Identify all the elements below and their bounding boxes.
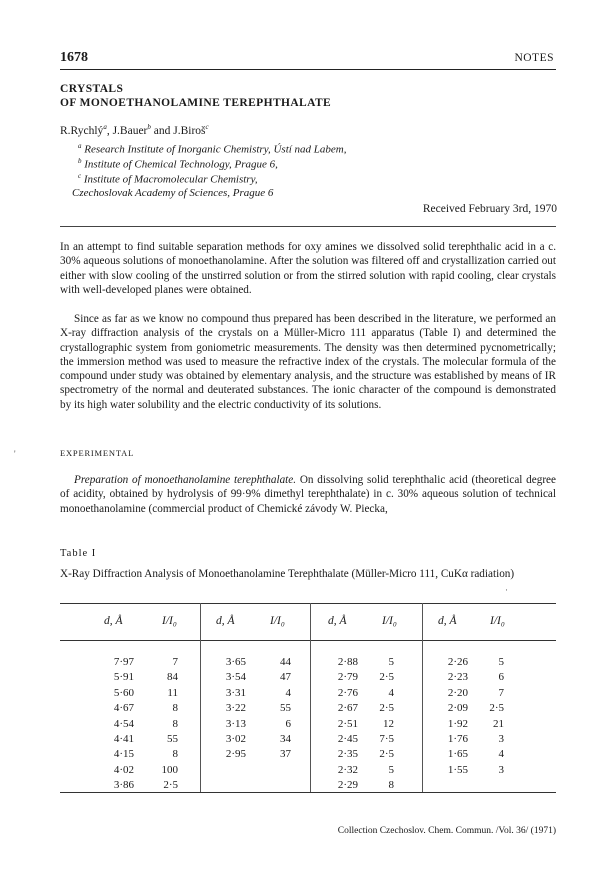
column-header-intensity: I/I₀ [382,615,397,627]
journal-footer: Collection Czechoslov. Chem. Commun. /Vol. 36/ (1971) [337,826,556,836]
affiliation-text: Czechoslovak Academy of Sciences, Prague 6 [72,187,274,199]
table-cell-d: 4·02 [113,763,134,776]
author-name: J.Biroš [173,124,206,137]
table-cell-d: 3·86 [113,779,134,792]
received-date: Received February 3rd, 1970 [422,203,557,215]
column-header-intensity: I/I₀ [270,615,285,627]
running-section-title: NOTES [514,52,554,64]
table-cell-d: 2·76 [337,686,358,699]
author-list [60,123,209,137]
column-header-d-spacing: d, Å [438,615,457,627]
table-cell-intensity: 2·5 [379,702,394,715]
table-cell-d: 2·51 [337,717,358,730]
affiliation-text: Research Institute of Inorganic Chemistry, Ústí nad Labem, [84,143,347,156]
table-cell-intensity: 21 [493,717,504,730]
table-cell-d: 5·91 [113,671,134,684]
table-cell-d: 2·29 [337,779,358,792]
table-cell-d: 7·97 [113,656,134,668]
table-cell-d: 3·54 [225,671,246,684]
table-cell-intensity: 11 [167,686,178,699]
table-cell-intensity: 55 [167,733,178,745]
table-cell-intensity: 5 [388,656,394,668]
column-header-d-spacing: d, Å [328,615,347,627]
table-top-rule [60,603,556,604]
author-affiliation-mark: a [103,123,107,131]
table-cell-d: 2·23 [447,671,468,684]
table-cell-d: 2·09 [447,702,468,715]
affiliation-mark: b [78,157,82,165]
affiliation [78,172,258,186]
affiliation-text: Institute of Macromolecular Chemistry, [83,173,258,186]
affiliation [78,157,278,171]
table-cell-intensity: 6 [285,717,291,730]
table-cell-intensity: 7 [498,686,504,699]
author-separator: , [106,124,113,137]
table-cell-intensity: 4 [498,748,504,761]
affiliation-mark: c [78,172,82,180]
table-header-rule [60,640,556,641]
table-cell-d: 2·26 [447,656,468,668]
table-cell-d: 5·60 [113,686,134,699]
section-rule [60,226,556,227]
affiliation [78,142,347,156]
table-cell-d: 4·67 [113,702,134,715]
header-rule [60,69,556,70]
table-cell-d: 4·41 [113,733,134,745]
title-line-2: OF MONOETHANOLAMINE TEREPHTHALATE [60,97,332,109]
table-cell-d: 4·54 [113,717,134,730]
table-cell-intensity: 4 [285,686,291,699]
table-label: Table I [60,548,97,559]
table-caption: X-Ray Diffraction Analysis of Monoethanolamine Terephthalate (Müller-Micro 111, CuKα radiation) [60,568,515,580]
table-bottom-rule [60,792,556,793]
table-cell-d: 1·55 [447,763,468,776]
table-cell-d: 3·31 [225,686,246,699]
column-header-d-spacing: d, Å [216,615,235,627]
margin-mark: · [505,585,508,595]
column-header-intensity: I/I₀ [490,615,505,627]
table-cell-intensity: 7 [172,656,178,668]
table-cell-intensity: 2·5 [489,702,504,715]
table-cell-intensity: 3 [498,733,504,745]
affiliation-text: Institute of Chemical Technology, Prague 6, [84,158,278,171]
table-cell-intensity: 8 [388,779,394,792]
author-affiliation-mark: b [147,123,151,131]
experimental-paragraph [60,473,556,516]
column-divider [422,603,423,792]
table-cell-intensity: 12 [383,717,394,730]
table-cell-d: 4·15 [113,748,134,761]
table-cell-d: 2·45 [337,733,358,745]
paragraph-lead: Preparation of monoethanolamine terephthalate. [74,474,297,486]
author-affiliation-mark: c [205,123,209,131]
column-divider [310,603,311,792]
table-cell-intensity: 8 [172,748,178,761]
table-cell-intensity: 100 [161,763,178,776]
table-cell-intensity: 84 [167,671,178,684]
table-cell-d: 2·67 [337,702,358,715]
table-cell-d: 2·88 [337,656,358,668]
table-cell-d: 3·22 [225,702,246,715]
table-cell-intensity: 4 [388,686,394,699]
column-divider [200,603,201,792]
table-cell-d: 2·32 [337,763,358,776]
table-cell-intensity: 44 [280,656,291,668]
section-heading: EXPERIMENTAL [60,448,135,458]
table-cell-intensity: 3 [498,763,504,776]
table-cell-intensity: 8 [172,717,178,730]
table-cell-d: 2·35 [337,748,358,761]
table-cell-d: 2·79 [337,671,358,684]
table-cell-d: 3·65 [225,656,246,668]
affiliation [72,187,273,199]
table-cell-intensity: 5 [388,763,394,776]
author-separator: and [150,124,174,137]
affiliation-mark: a [78,142,82,150]
table-cell-d: 1·65 [447,748,468,761]
table-cell-d: 2·20 [447,686,468,699]
table-cell-intensity: 47 [280,671,291,684]
table-cell-intensity: 2·5 [163,779,178,792]
table-cell-intensity: 6 [498,671,504,684]
title-line-1: CRYSTALS [60,83,124,95]
table-cell-intensity: 34 [280,733,291,745]
article-title [60,82,331,110]
table-cell-d: 2·95 [225,748,246,761]
table-cell-intensity: 55 [280,702,291,715]
table-cell-intensity: 2·5 [379,748,394,761]
table-cell-intensity: 5 [498,656,504,668]
table-cell-d: 3·02 [225,733,246,745]
author-name: J.Bauer [112,124,148,137]
table-cell-intensity: 2·5 [379,671,394,684]
table-cell-intensity: 7·5 [379,733,394,745]
table-cell-d: 1·76 [447,733,468,745]
paragraph-text: On dissolving solid terephthalic acid (theoretical degree of acidity, obtained by hydrolysis of 99·9% dimethyl terephthalate) in c. 30% aqueous solution of technical monoethanolamine (commercial product of Chemické závody W. Piecka, [60,474,556,515]
body-paragraph: In an attempt to find suitable separation methods for oxy amines we dissolved solid terephthalic acid in a c. 30% aqueous solutions of monoethanolamine. After the solution was filtered off and crystallization carried out either with slow cooling of the unstirred solution or from the stirred solution with rapid cooling, clear crystals with well-developed planes were obtained. [60,241,556,296]
body-paragraph: Since as far as we know no compound thus prepared has been described in the literature, we performed an X-ray diffraction analysis of the crystals on a Müller-Micro 111 apparatus (Table I) and determined the crystallographic system from goniometric measurements. The density was then determined pycnometrically; the immersion method was used to measure the refractive index of the crystals. The molecular formula of the compound under study was obtained by elementary analysis, and the structure was established by means of IR spectrometry of the normal and deuterated substances. The ionic character of the compound is demonstrated by its high water solubility and the electric conductivity of its solutions. [60,313,556,411]
table-cell-d: 1·92 [447,717,468,730]
table-cell-intensity: 37 [280,748,291,761]
margin-mark: ' [14,449,16,459]
author-name: R.Rychlý [60,124,104,137]
column-header-intensity: I/I₀ [162,615,177,627]
column-header-d-spacing: d, Å [104,615,123,627]
table-cell-intensity: 8 [172,702,178,715]
page-number: 1678 [60,50,88,65]
table-cell-d: 3·13 [225,717,246,730]
